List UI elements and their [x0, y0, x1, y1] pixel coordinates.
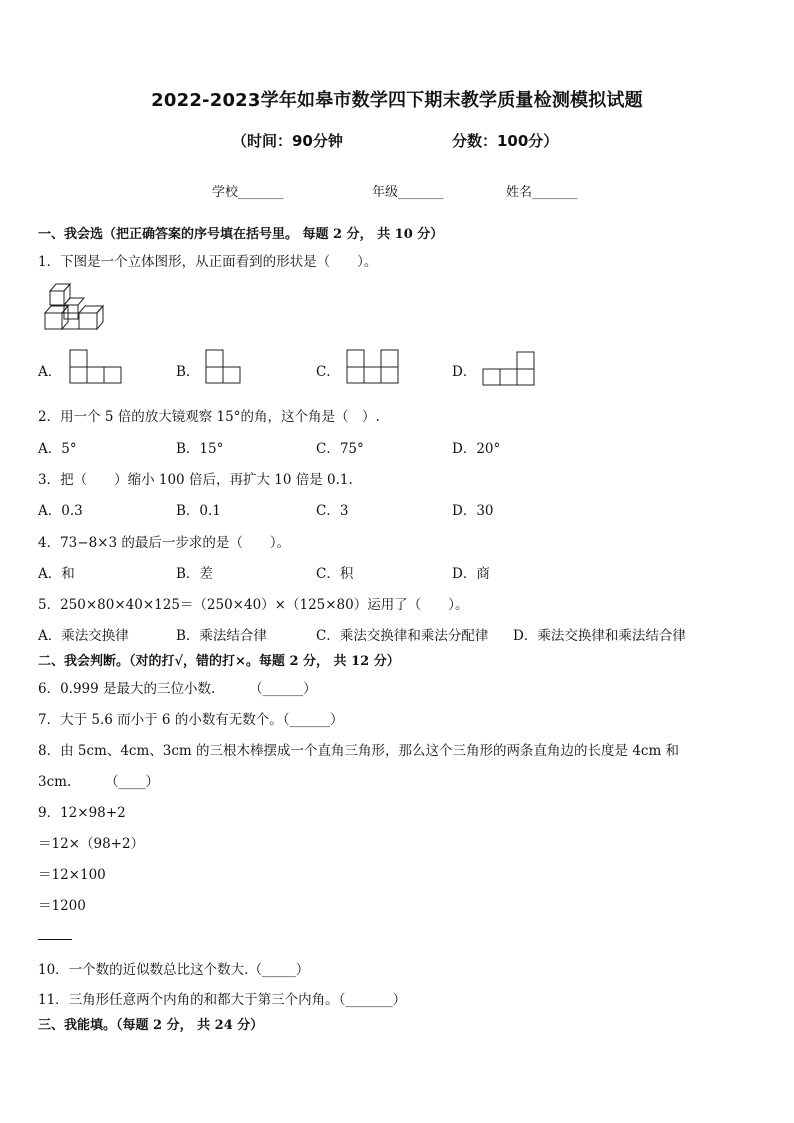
- question-4: 4．73−8×3 的最后一步求的是（ ）。: [38, 535, 291, 551]
- question-9-line-3: ＝12×100: [38, 867, 106, 883]
- q1-option-c[interactable]: C．: [316, 364, 340, 380]
- question-8-line-2: 3cm. （____）: [38, 774, 159, 790]
- question-9-line-2: ＝12×（98+2）: [38, 836, 145, 852]
- q1-option-a[interactable]: A．: [38, 364, 62, 380]
- q2-option-d[interactable]: D．20°: [452, 441, 501, 457]
- page-title: 2022-2023学年如皋市数学四下期末教学质量检测模拟试题: [151, 90, 643, 111]
- cube-bottom-left: [45, 306, 68, 329]
- exam-score: 分数：100分）: [452, 132, 559, 150]
- question-9-line-4: ＝1200: [38, 898, 86, 914]
- exam-time: （时间：90分钟: [232, 132, 343, 150]
- cube-bottom-middle-back: [64, 298, 84, 319]
- q2-option-a[interactable]: A．5°: [38, 441, 77, 457]
- q4-option-b[interactable]: B．差: [176, 566, 213, 582]
- grade-field[interactable]: 年级_______: [372, 185, 444, 200]
- q5-option-a[interactable]: A．乘法交换律: [38, 628, 129, 644]
- q5-option-b[interactable]: B．乘法结合律: [176, 628, 267, 644]
- q3-option-b[interactable]: B．0.1: [176, 503, 221, 519]
- section-2-heading: 二、我会判断。（对的打√，错的打×。每题 2 分， 共 12 分）: [38, 654, 400, 669]
- question-2: 2．用一个 5 倍的放大镜观察 15°的角，这个角是（ ）.: [38, 409, 380, 425]
- q2-option-c[interactable]: C．75°: [316, 441, 364, 457]
- q2-option-b[interactable]: B．15°: [176, 441, 224, 457]
- question-9-answer-blank[interactable]: [38, 939, 72, 940]
- solid-figure-image: [42, 280, 112, 332]
- question-5: 5．250×80×40×125＝（250×40）×（125×80）运用了（ ）。: [38, 597, 469, 613]
- q4-option-d[interactable]: D．商: [452, 566, 490, 582]
- question-6: 6．0.999 是最大的三位小数. （______）: [38, 681, 317, 697]
- q1-option-d-figure: [483, 352, 535, 386]
- cube-bottom-right: [79, 306, 103, 329]
- q1-option-a-figure: [70, 350, 122, 384]
- q4-option-c[interactable]: C．积: [316, 566, 354, 582]
- q1-option-c-figure: [347, 350, 399, 384]
- q3-option-a[interactable]: A．0.3: [38, 503, 83, 519]
- q3-option-c[interactable]: C．3: [316, 503, 349, 519]
- school-field[interactable]: 学校_______: [212, 185, 284, 200]
- question-3: 3．把（ ）缩小 100 倍后，再扩大 10 倍是 0.1.: [38, 472, 353, 488]
- question-10: 10．一个数的近似数总比这个数大.（_____）: [38, 962, 310, 978]
- q3-option-d[interactable]: D．30: [452, 503, 494, 519]
- q1-option-b-figure: [206, 350, 242, 384]
- q5-option-c[interactable]: C．乘法交换律和乘法分配律: [316, 628, 489, 644]
- question-7: 7．大于 5.6 而小于 6 的小数有无数个。（______）: [38, 712, 344, 728]
- q1-option-d[interactable]: D．: [452, 364, 477, 380]
- name-field[interactable]: 姓名_______: [506, 185, 578, 200]
- section-3-heading: 三、我能填。（每题 2 分， 共 24 分）: [38, 1018, 264, 1033]
- q1-option-b[interactable]: B．: [176, 364, 200, 380]
- question-11: 11．三角形任意两个内角的和都大于第三个内角。（_______）: [38, 992, 407, 1008]
- question-8-line-1: 8．由 5cm、4cm、3cm 的三根木棒摆成一个直角三角形，那么这个三角形的两条直角边的长度是 4cm 和: [38, 743, 680, 759]
- section-1-heading: 一、我会选（把正确答案的序号填在括号里。 每题 2 分， 共 10 分）: [38, 227, 444, 242]
- question-1: 1．下图是一个立体图形，从正面看到的形状是（ ）。: [38, 254, 378, 270]
- q5-option-d[interactable]: D．乘法交换律和乘法结合律: [513, 628, 686, 644]
- question-9-line-1: 9．12×98+2: [38, 805, 126, 821]
- q4-option-a[interactable]: A．和: [38, 566, 75, 582]
